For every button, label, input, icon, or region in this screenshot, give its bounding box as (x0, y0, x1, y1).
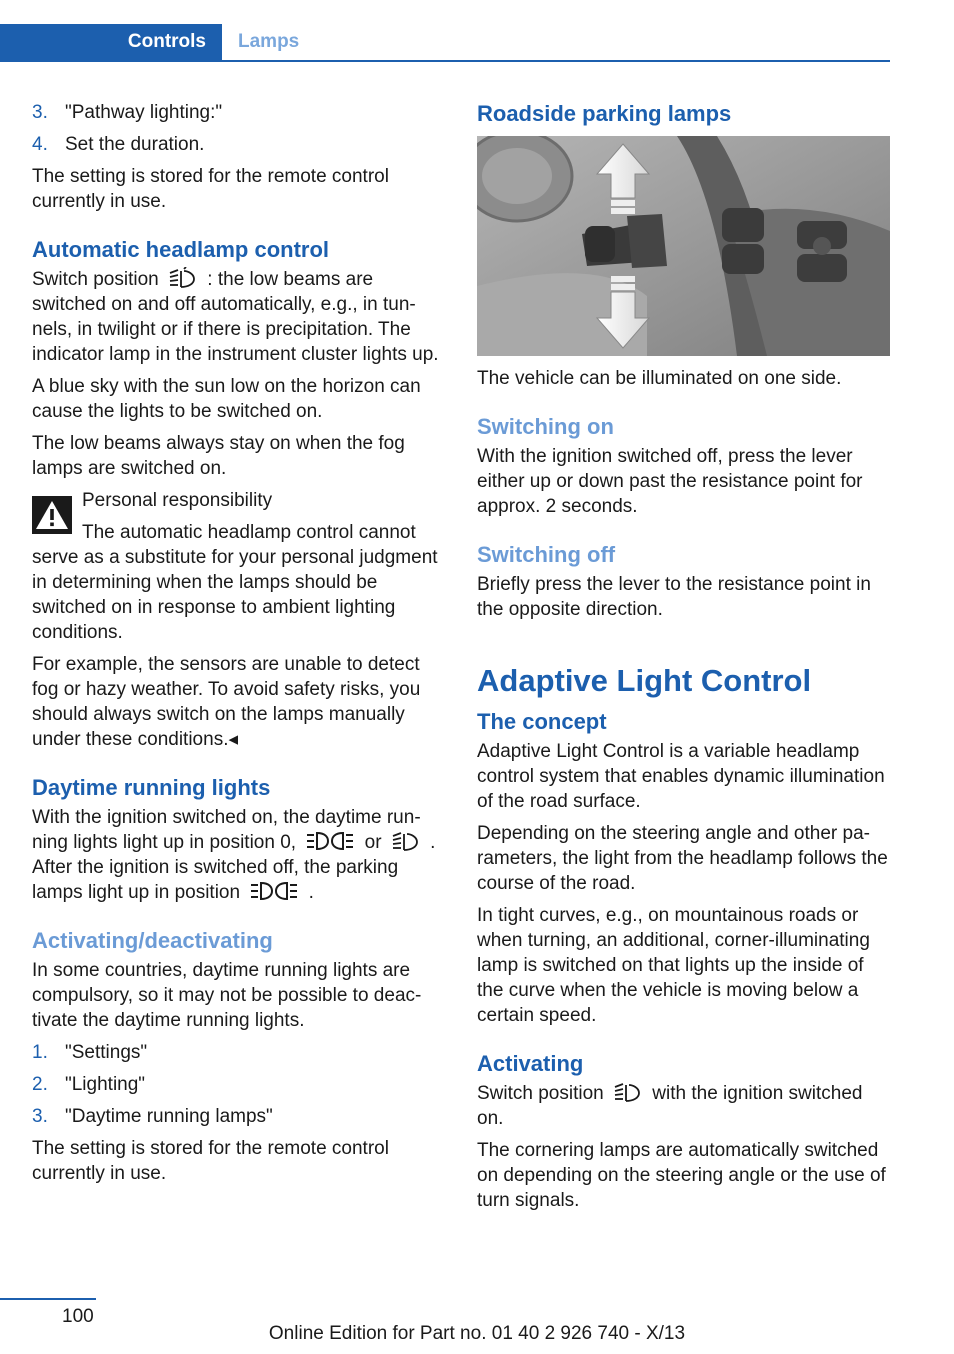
paragraph: With the ignition switched off, press the lever either up or down past the resistance point for approx. 2 seconds. (477, 446, 863, 517)
heading-switching-off: Switching off (477, 542, 616, 567)
edition-footer: Online Edition for Part no. 01 40 2 926 740 - X/13 (268, 1323, 686, 1344)
paragraph: Depending on the steering angle and other parameters, the light from the headlamp follows the course of the road. (477, 823, 888, 894)
page-header (0, 24, 890, 62)
paragraph: In some countries, daytime running lights are compulsory, so it may not be possible to deactivate the daytime running lights. (32, 960, 422, 1031)
list-item: 3. "Daytime running lamps" (32, 1106, 273, 1127)
list-item: 3. "Pathway lighting:" (32, 102, 223, 123)
paragraph: For example, the sensors are unable to detect fog or hazy weather. To avoid safety risks, you should always switch on the lamps manually under these conditions.◂ (32, 654, 421, 750)
settings-steps (32, 1040, 444, 1129)
parking-lamp-icon (305, 830, 355, 852)
paragraph: A blue sky with the sun low on the horizon can cause the lights to be switched on. (32, 376, 421, 422)
heading-activating-deactivating: Activating/deactivating (32, 928, 273, 953)
section-tab-controls: Controls (0, 24, 222, 60)
paragraph: Adaptive Light Control is a variable headlamp control system that enables dynamic illumination of the road surface. (477, 741, 885, 812)
heading-the-concept: The concept (477, 709, 607, 734)
left-column (32, 100, 444, 1193)
auto-headlamp-icon (391, 830, 421, 852)
paragraph: Switch position with the ignition switched on. (477, 1083, 863, 1129)
auto-headlamp-icon (168, 267, 198, 289)
auto-headlamp-icon (613, 1081, 643, 1103)
heading-automatic-headlamp: Automatic headlamp control (32, 237, 330, 262)
footer-divider (0, 1298, 96, 1300)
paragraph: The cornering lamps are automatically switched on depending on the steering angle or the use of turn signals. (477, 1140, 886, 1211)
paragraph: The setting is stored for the remote control currently in use. (32, 1138, 389, 1184)
paragraph: The vehicle can be illuminated on one side. (477, 368, 842, 389)
steering-lever-photo (477, 136, 890, 356)
paragraph: Briefly press the lever to the resistance point in the opposite direction. (477, 574, 871, 620)
page-number: 100 (62, 1306, 94, 1327)
warning-title: Personal responsibility (82, 490, 273, 511)
header-divider (0, 60, 890, 62)
warning-body: The automatic headlamp control cannot serve as a substitute for your personal judgment in determining when the lamps should be switched on in response to ambient lighting conditions. (32, 522, 438, 643)
heading-adaptive-light-control: Adaptive Light Control (477, 663, 812, 698)
list-item: 1. "Settings" (32, 1042, 148, 1063)
warning-triangle-icon (32, 496, 72, 534)
warning-note (32, 488, 444, 645)
paragraph: In tight curves, e.g., on mountainous roads or when turning, an additional, corner-illuminating lamp is switched on that lights up the inside of the curve when the vehicle is moving below a certain speed. (477, 905, 870, 1026)
parking-lamp-icon (249, 880, 299, 902)
section-tab-lamps: Lamps (238, 31, 300, 52)
paragraph: Switch position : the low beams are switched on and off automatically, e.g., in tunnels, in twilight or if there is precipitation. The indicator lamp in the instrument cluster lights up. (32, 269, 439, 365)
list-item: 4. Set the duration. (32, 134, 205, 155)
paragraph: With the ignition switched on, the daytime running lights light up in position 0, or . After the ignition is switched off, the parking lamps light up in position . (32, 807, 436, 903)
paragraph: The setting is stored for the remote control currently in use. (32, 166, 389, 212)
list-item: 2. "Lighting" (32, 1074, 146, 1095)
pathway-steps (32, 100, 444, 157)
heading-roadside-parking: Roadside parking lamps (477, 101, 732, 126)
heading-activating: Activating (477, 1051, 584, 1076)
heading-switching-on: Switching on (477, 414, 614, 439)
right-column (477, 100, 890, 1220)
paragraph: The low beams always stay on when the fog lamps are switched on. (32, 433, 405, 479)
heading-daytime-running: Daytime running lights (32, 775, 271, 800)
